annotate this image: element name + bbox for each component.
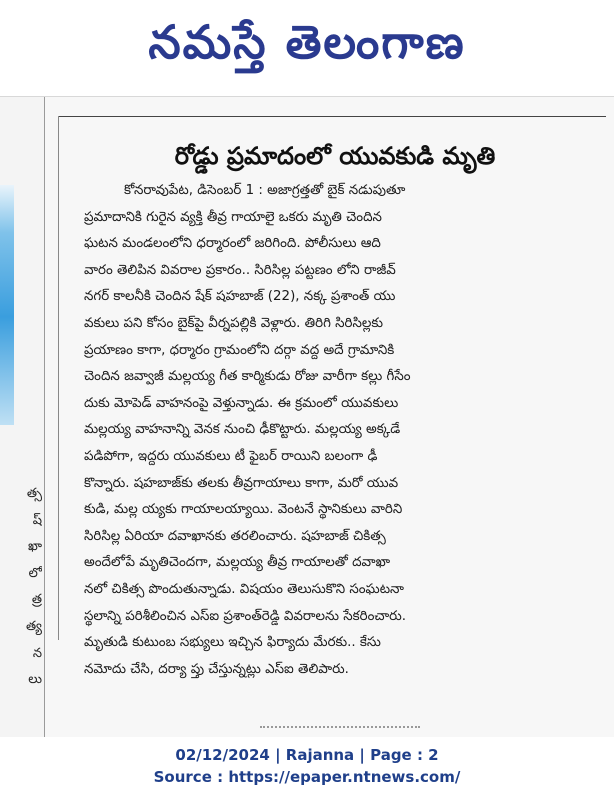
fragment-line: లు — [28, 672, 42, 688]
article-line: ప్రయాణం కాగా, ధర్మారం గ్రామంలోని దర్గా వద్ద అదే గ్రామానికి — [84, 342, 395, 358]
article-line: స్థలాన్ని పరిశీలించిన ఎస్ఐ ప్రశాంత్‌రెడ్డి వివరాలను సేకరించారు. — [84, 608, 406, 624]
article-line: చెందిన జవ్వాజీ మల్లయ్య గీత కార్మికుడు రోజు వారీగా కల్లు గీసేం — [84, 369, 411, 385]
fragment-line: న — [32, 645, 42, 661]
article-line: నమోదు చేసి, దర్యా ప్తు చేస్తున్నట్లు ఎస్ఐ తెలిపారు. — [84, 661, 349, 677]
article-line: నగర్ కాలనీకి చెందిన షేక్ షహబాజ్ (22), నక్క ప్రశాంత్ యు — [84, 289, 396, 305]
article-line: ఘటన మండలంలోని ధర్మారంలో జరిగింది. పోలీసులు ఆది — [84, 236, 381, 252]
fragment-line: ఖా — [27, 539, 42, 555]
article-line: వారం తెలిపిన వివరాల ప్రకారం.. సిరిసిల్ల పట్టణం లోని రాజీవ్ — [84, 262, 396, 278]
newspaper-logo: నమస్తే తెలంగాణ — [148, 15, 466, 69]
article-line: అందేలోపే మృతిచెందగా, మల్లయ్య తీవ్ర గాయాలతో దవాఖా — [84, 555, 390, 571]
adjacent-column-strip — [0, 97, 45, 737]
article-line: మల్లయ్య వాహనాన్ని వెనక నుంచి ఢీకొట్టారు. మల్లయ్య అక్కడే — [84, 422, 401, 438]
article-line: దుకు మోపెడ్ వాహనంపై వెళ్తున్నాడు. ఈ క్రమంలో యువకులు — [84, 395, 399, 411]
article-line: పడిపోగా, ఇద్దరు యువకులు టీ ఫైబర్ రాయిని బలంగా ఢీ — [84, 448, 378, 464]
article-line: మృతుడి కుటుంబ సభ్యులు ఇచ్చిన ఫిర్యాదు మేరకు.. కేసు — [84, 635, 381, 651]
fragment-line: త్య — [25, 618, 42, 634]
article-line: వకులు పని కోసం బైక్‌పై వీర్నపల్లికి వెళ్లారు. తిరిగి సిరిసిల్లకు — [84, 315, 384, 331]
article-top-rule — [58, 116, 606, 117]
clipping-footer — [0, 740, 614, 809]
cut-off-next-article — [260, 726, 420, 732]
article-headline: రోడ్డు ప్రమాదంలో యువకుడి మృతి — [174, 142, 496, 171]
article-line: కుడి, మల్ల య్యకు గాయాలయ్యాయి. వెంటనే స్థానికులు వారిని — [84, 502, 403, 518]
source-link[interactable]: Source : https://epaper.ntnews.com/ — [153, 768, 461, 786]
article-line: కొన్నారు. షహబాజ్‌కు తలకు తీవ్రగాయాలు కాగా, మరో యువ — [84, 475, 399, 491]
edition-meta: 02/12/2024 | Rajanna | Page : 2 — [175, 746, 439, 764]
article-line: సిరిసిల్ల ఏరియా దవాఖానకు తరలించారు. షహబాజ్ చికిత్స — [84, 528, 386, 544]
fragment-line: త్ర — [31, 592, 42, 608]
article-line: కోనరావుపేట, డిసెంబర్ 1 : అజాగ్రత్తతో బైక్ నడుపుతూ — [124, 183, 406, 198]
masthead — [0, 0, 614, 96]
fragment-line: త్స — [26, 486, 42, 501]
article-body — [84, 178, 598, 683]
column-divider — [58, 116, 59, 640]
article-line: నలో చికిత్స పొందుతున్నాడు. విషయం తెలుసుకొని సంఘటనా — [84, 581, 404, 597]
adjacent-photo-fragment — [0, 185, 14, 425]
fragment-line: ష్ — [32, 512, 42, 528]
fragment-line: లో — [28, 565, 42, 581]
adjacent-text-fragments — [2, 481, 42, 694]
article-line: ప్రమాదానికి గురైన వ్యక్తి తీవ్ర గాయాలై ఒకరు మృతి చెందిన — [84, 209, 382, 225]
